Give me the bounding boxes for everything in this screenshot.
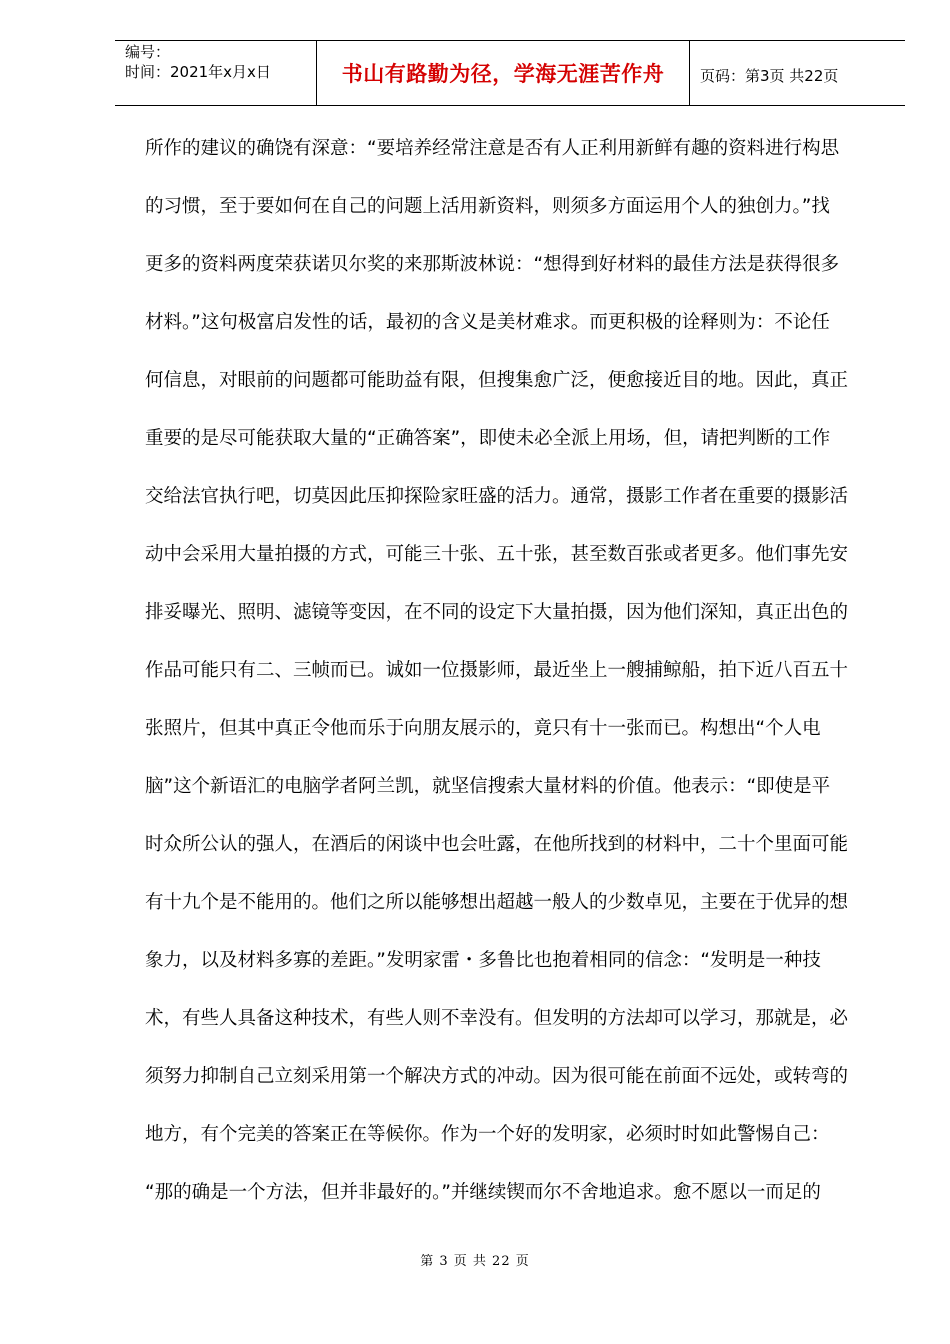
body-line: 张照片，但其中真正令他而乐于向朋友展示的，竟只有十一张而已。构想出“个人电 <box>145 718 821 739</box>
body-line: 脑”这个新语汇的电脑学者阿兰凯，就坚信搜索大量材料的价值。他表示：“即使是平 <box>145 776 831 797</box>
body-line: 须努力抑制自己立刻采用第一个解决方式的冲动。因为很可能在前面不远处，或转弯的 <box>145 1066 849 1087</box>
body-line: 何信息，对眼前的问题都可能助益有限，但搜集愈广泛，便愈接近目的地。因此，真正 <box>145 370 849 391</box>
body-line: 更多的资料两度荣获诺贝尔奖的来那斯波林说：“想得到好材料的最佳方法是获得很多 <box>145 254 840 275</box>
header-right-cell <box>690 41 905 105</box>
header-page-info: 页码：第3页 共22页 <box>700 67 839 85</box>
header-middle-cell <box>317 41 690 105</box>
header-motto: 书山有路勤为径，学海无涯苦作舟 <box>341 62 665 86</box>
body-line: 时众所公认的强人，在酒后的闲谈中也会吐露，在他所找到的材料中，二十个里面可能 <box>145 834 849 855</box>
body-line: 动中会采用大量拍摄的方式，可能三十张、五十张，甚至数百张或者更多。他们事先安 <box>145 544 849 565</box>
body-line: 术，有些人具备这种技术，有些人则不幸没有。但发明的方法却可以学习，那就是，必 <box>145 1008 849 1029</box>
page-footer: 第 3 页 共 22 页 <box>420 1254 530 1269</box>
body-line: 排妥曝光、照明、滤镜等变因，在不同的设定下大量拍摄，因为他们深知，真正出色的 <box>145 602 849 623</box>
body-line: 材料。”这句极富启发性的话，最初的含义是美材难求。而更积极的诠释则为：不论任 <box>145 312 830 333</box>
body-line: 的习惯，至于要如何在自己的问题上活用新资料，则须多方面运用个人的独创力。”找 <box>145 196 830 217</box>
document-header <box>115 40 905 106</box>
header-left-cell <box>115 41 317 105</box>
body-line: 所作的建议的确饶有深意：“要培养经常注意是否有人正利用新鲜有趣的资料进行构思 <box>145 138 840 159</box>
body-line: “那的确是一个方法，但并非最好的。”并继续锲而尔不舍地追求。愈不愿以一而足的 <box>145 1182 821 1203</box>
body-line: 象力，以及材料多寡的差距。”发明家雷・多鲁比也抱着相同的信念：“发明是一种技 <box>145 950 821 971</box>
document-time-label: 时间：2021年x月x日 <box>125 63 271 81</box>
body-line: 地方，有个完美的答案正在等候你。作为一个好的发明家，必须时时如此警惕自己： <box>145 1124 830 1145</box>
document-number-label: 编号： <box>125 43 171 61</box>
body-line: 有十九个是不能用的。他们之所以能够想出超越一般人的少数卓见，主要在于优异的想 <box>145 892 849 913</box>
body-line: 重要的是尽可能获取大量的“正确答案”，即使未必全派上用场，但，请把判断的工作 <box>145 428 831 449</box>
body-line: 交给法官执行吧，切莫因此压抑探险家旺盛的活力。通常，摄影工作者在重要的摄影活 <box>145 486 849 507</box>
body-line: 作品可能只有二、三帧而已。诚如一位摄影师，最近坐上一艘捕鲸船，拍下近八百五十 <box>145 660 849 681</box>
